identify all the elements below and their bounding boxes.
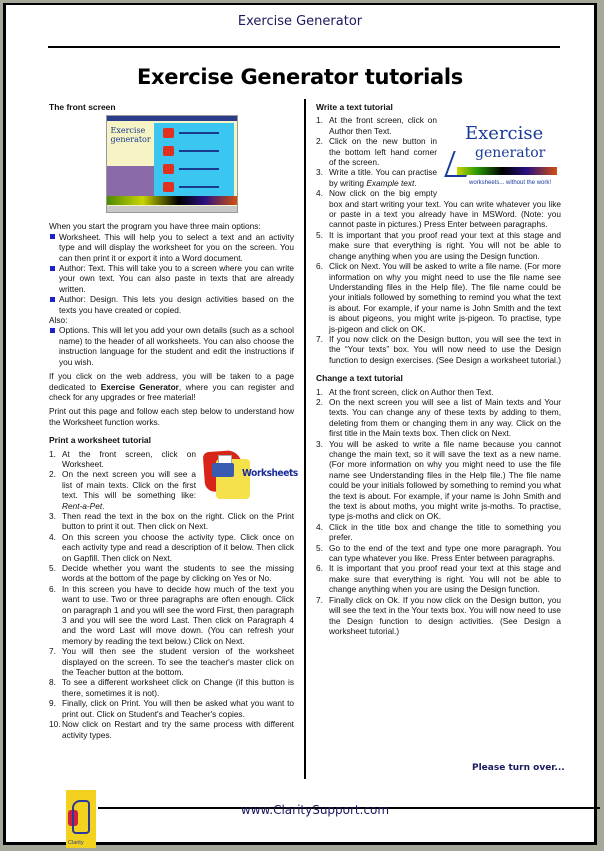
page-title: Exercise Generator tutorials <box>136 65 463 89</box>
step-text: You will be asked to write a file name because you cannot change the main text, so it will save the text as a new name. (For more information on why you might need to use the file name see Understanding files in the Help file.) The file name could be your initials followed by something to remind you what the text is about. For example, if your name is John Smith and the text is about moths, you might write js-moths. To practise, type js-moths and click on OK. <box>329 438 561 522</box>
step <box>49 719 294 740</box>
step-text: On the next screen you will see a list of main texts. Click on the first text. This will be something like: <box>62 469 196 501</box>
step-text: You will then see the student version of the worksheet displayed on the screen. To see the teacher's master click on the Teacher button at the bottom. <box>62 646 294 678</box>
front-screen-intro: When you start the program you have three main options: <box>49 221 261 232</box>
option-options: Options. This will let you add your own details (such as a school name) to the header of all worksheets. You can also choose the instruction language for the student and edit the instructions if you wish. <box>49 325 294 367</box>
web-para-text: If you click on the web address, you will be taken to a page dedicated to <box>49 371 294 392</box>
front-screen-heading: The front screen <box>49 102 116 112</box>
step-number: 1. <box>316 386 323 397</box>
option-author-text: Author: Text. This will take you to a screen where you can write your own text. You can also paste in texts that are already written. <box>49 263 294 294</box>
step-number: 6. <box>316 563 323 574</box>
step-number: 6. <box>316 261 323 272</box>
option-author-design: Author: Design. This lets you design activities based on the texts you have created or copied. <box>49 294 294 315</box>
screenshot-taskbar <box>107 206 237 212</box>
step <box>316 334 561 365</box>
step-number: 7. <box>316 594 323 605</box>
step <box>316 136 561 167</box>
web-address-paragraph <box>49 371 294 402</box>
step <box>316 167 561 188</box>
step-number: 6. <box>49 583 56 594</box>
step-text: Go to the end of the text and type one more paragraph. You can type whatever you like. Press Enter between paragraphs. <box>329 542 561 564</box>
step-text: At the front screen, click on Worksheet. <box>62 448 196 469</box>
step-text: Finally click on Ok. If you now click on the Design button, you will see the text in the Your texts box. You will now need to use the Design function to design activities. (See Design a worksheet tutorial.) <box>329 594 561 636</box>
text-icon <box>163 146 174 156</box>
logo-tagline: worksheets... without the work! <box>469 180 552 187</box>
also-options-list <box>49 325 294 367</box>
step <box>49 449 294 470</box>
help-icon <box>163 182 174 192</box>
step <box>316 543 561 564</box>
step-number: 4. <box>316 188 323 199</box>
step-text-end: . <box>414 177 417 188</box>
step-text: Click in the title box and change the title to something you prefer. <box>329 521 561 543</box>
step <box>316 595 561 637</box>
right-column <box>316 102 561 640</box>
step-number: 7. <box>49 646 56 657</box>
example-text: Rent-a-Pet <box>62 500 103 511</box>
step <box>316 387 561 397</box>
change-tutorial-heading: Change a text tutorial <box>316 373 403 384</box>
screenshot-titlebar <box>107 116 237 121</box>
step-number: 2. <box>316 136 323 147</box>
option-worksheet: Worksheet. This will help you to select a text and an activity type and will display the worksheet for you on the screen. You can then print it or export it into a Word document. <box>49 232 294 263</box>
worksheets-icon-label: Worksheets <box>242 467 298 479</box>
step <box>49 677 294 698</box>
step-text: It is important that you proof read your text at this stage and make sure that everything is right. You will not be able to change anything when you are using the Design function. <box>329 229 561 261</box>
printer-icon <box>212 463 234 477</box>
step-number: 3. <box>316 438 323 449</box>
write-steps <box>316 115 561 365</box>
step <box>49 698 294 719</box>
step-number: 5. <box>316 542 323 553</box>
step-number: 5. <box>49 563 56 573</box>
step-number: 3. <box>49 510 56 521</box>
clarity-logo <box>66 790 96 848</box>
menu-line <box>179 150 219 152</box>
please-turn-over: Please turn over... <box>472 763 565 773</box>
step-text: Write a title. You can practise by writing <box>329 167 437 188</box>
logo-line2: generator <box>475 145 546 162</box>
website-link[interactable]: www.ClaritySupport.com <box>240 803 390 817</box>
change-steps <box>316 387 561 637</box>
step-number: 1. <box>316 115 323 126</box>
print-steps <box>49 449 294 740</box>
step-number: 2. <box>49 469 56 480</box>
logo-line1: Exercise <box>465 123 544 145</box>
column-divider <box>304 99 306 779</box>
step-text: In this screen you have to decide how much of the text you want to use. Two or three paragraphs are often enough. Click on paragraph 1 and you will see the word First, then paragraph 3 and you will see the word Last. Then click on Paragraph 4 and the word Last will move down. (You can refresh your memory by reading the text below.) Click on Next. <box>62 583 294 646</box>
step-number: 3. <box>316 167 323 178</box>
step <box>49 511 294 532</box>
step-text: At the front screen, click on Author then Text. <box>329 115 437 136</box>
menu-line <box>179 186 219 188</box>
step-number: 4. <box>49 531 56 542</box>
design-icon <box>163 164 174 174</box>
header-rule <box>48 46 560 48</box>
screenshot-strip <box>107 196 237 205</box>
step <box>316 188 561 230</box>
running-header: Exercise Generator <box>237 14 363 29</box>
menu-line <box>179 168 219 170</box>
step-text-end: . <box>102 500 105 511</box>
step <box>316 563 561 594</box>
step-number: 10. <box>49 719 61 730</box>
step <box>316 439 561 522</box>
print-instruction: Print out this page and follow each step below to understand how the Worksheet function works. <box>49 406 294 427</box>
product-name: Exercise Generator <box>100 381 179 392</box>
step-number: 8. <box>49 677 56 688</box>
step-number: 7. <box>316 333 323 344</box>
step <box>49 646 294 677</box>
step-text: On this screen you choose the activity type. Click once on each activity type and read a description of it below. Then click on Gapfill. Then click on Next. <box>62 531 294 563</box>
step-number: 4. <box>316 521 323 532</box>
clarity-logo-label: Clarity <box>68 840 84 846</box>
step <box>316 522 561 543</box>
step-text: On the next screen you will see a list of Main texts and Your texts. You can change any of these texts by adding to them, deleting from them or changing them in any way. Click on the first title in the Main texts box. Then click on Next. <box>329 396 561 439</box>
step-text: If you now click on the Design button, you will see the text in the “Your texts” box. You will now need to use the Design function to design exercises. (See Design a worksheet tutorial.) <box>329 333 561 365</box>
left-column <box>49 102 298 744</box>
step-text: Click on the new button in the bottom left hand corner of the screen. <box>329 136 437 168</box>
step-text: At the front screen, click on Author then Text. <box>329 386 494 397</box>
menu-line <box>179 132 219 134</box>
step-number: 9. <box>49 698 56 709</box>
step <box>316 115 561 136</box>
document-page <box>3 3 597 845</box>
step-text: Then read the text in the box on the right. Click on the Print button to print it out. Then click on Next. <box>62 510 294 532</box>
step <box>316 230 561 261</box>
step-text: It is important that you proof read your text at this stage and make sure that everything is right. You will not be able to change anything when you are using the Design function. <box>329 563 561 595</box>
step-text: Finally, click on Print. You will then be asked what you want to print out. Click on Student's and Teacher's copies. <box>62 698 294 719</box>
step-number: 2. <box>316 396 323 407</box>
web-para-text-end: , where you can register and check for any upgrades or free material! <box>49 381 294 402</box>
step-text: Click on Next. You will be asked to write a file name. (For more information on why you might need to use the file name see Understanding files in the Help file). The file name could be your initials followed by something to remind you what the text is about. For example, if your name is John Smith and the text is about pigeons, you might write js-pigeon. To practise, type js-pigeon and click on OK. <box>329 261 561 334</box>
step-text: To see a different worksheet click on Change (if this button is there, sometimes it is not). <box>62 677 294 698</box>
screenshot-panel <box>107 166 154 196</box>
step-number: 5. <box>316 229 323 240</box>
example-text: Example text <box>366 177 415 188</box>
write-tutorial-heading: Write a text tutorial <box>316 102 393 112</box>
step-number: 1. <box>49 448 56 459</box>
step <box>49 584 294 646</box>
main-options-list <box>49 232 294 315</box>
step-text: Now click on Restart and try the same process with different activity types. <box>62 719 294 740</box>
step <box>49 532 294 563</box>
screenshot-logo: Exercise generator <box>110 126 151 145</box>
worksheet-icon <box>163 128 174 138</box>
step <box>316 261 561 334</box>
step <box>49 563 294 584</box>
step-text: Now click on the big empty box and start writing your text. You can write whatever you like or paste in a text you already have in MSWord. (Note: you cannot paste in pictures.) Press Enter between paragraphs. <box>329 188 561 230</box>
front-screen-screenshot <box>106 115 238 213</box>
also-label: Also: <box>49 315 68 326</box>
step-text: Decide whether you want the students to see the missing words at the bottom of the page by clicking on Yes or No. <box>62 563 294 584</box>
step <box>316 397 561 439</box>
print-tutorial-heading: Print a worksheet tutorial <box>49 435 152 446</box>
